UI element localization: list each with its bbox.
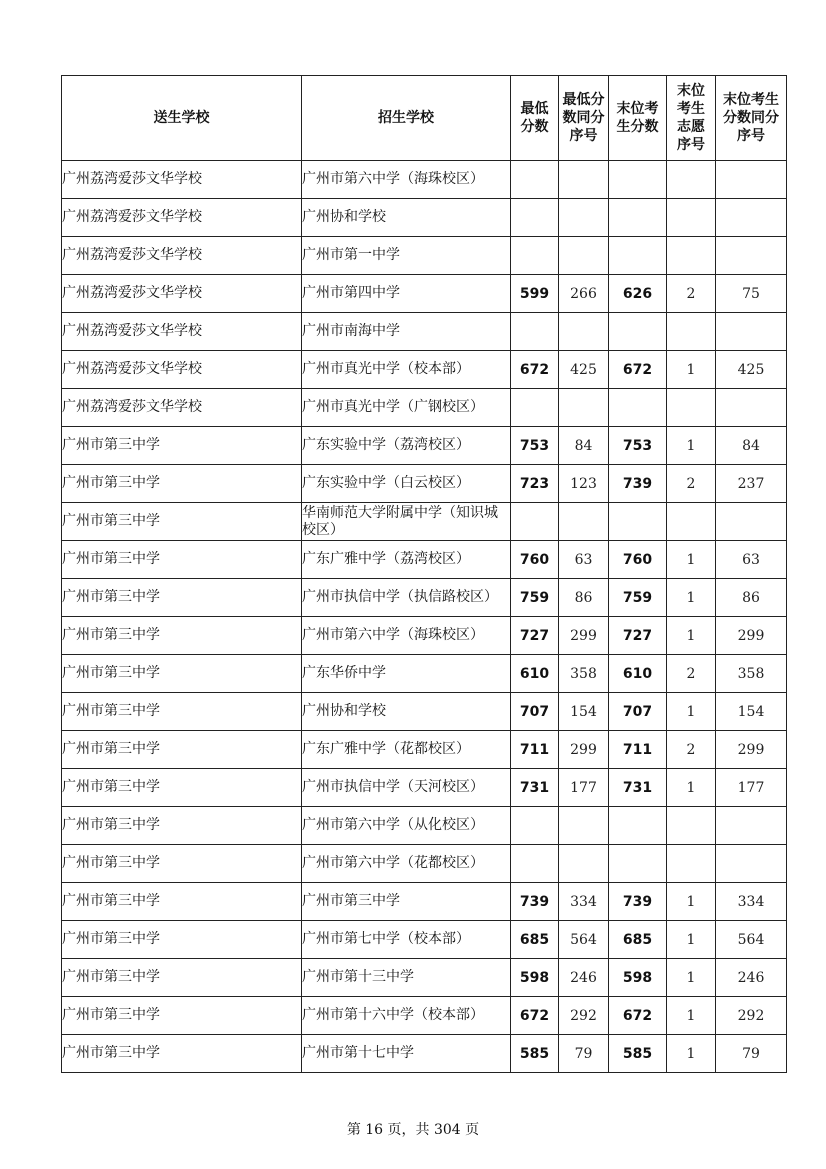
cell-last-score: 760 bbox=[609, 541, 667, 579]
cell-min-score-rank bbox=[559, 807, 609, 845]
cell-min-score: 610 bbox=[511, 655, 559, 693]
cell-last-score-rank: 86 bbox=[716, 579, 787, 617]
cell-last-score-rank bbox=[716, 161, 787, 199]
cell-min-score: 585 bbox=[511, 1035, 559, 1073]
cell-last-score-rank bbox=[716, 845, 787, 883]
cell-admitting-school: 广州市第十六中学（校本部） bbox=[302, 997, 511, 1035]
table-row bbox=[62, 541, 787, 579]
cell-sending-school: 广州荔湾爱莎文华学校 bbox=[62, 199, 302, 237]
cell-admitting-school: 广州市真光中学（广钢校区） bbox=[302, 389, 511, 427]
cell-last-choice-no: 1 bbox=[667, 769, 716, 807]
cell-last-choice-no: 2 bbox=[667, 275, 716, 313]
table-row bbox=[62, 883, 787, 921]
table-row bbox=[62, 655, 787, 693]
cell-min-score-rank: 79 bbox=[559, 1035, 609, 1073]
cell-last-score: 753 bbox=[609, 427, 667, 465]
cell-min-score bbox=[511, 237, 559, 275]
cell-admitting-school: 广东实验中学（荔湾校区） bbox=[302, 427, 511, 465]
cell-admitting-school: 广东实验中学（白云校区） bbox=[302, 465, 511, 503]
cell-sending-school: 广州市第三中学 bbox=[62, 883, 302, 921]
cell-min-score-rank: 84 bbox=[559, 427, 609, 465]
header-last-score-rank: 末位考生 分数同分 序号 bbox=[716, 76, 787, 161]
cell-last-score-rank: 75 bbox=[716, 275, 787, 313]
cell-last-score-rank: 177 bbox=[716, 769, 787, 807]
cell-sending-school: 广州荔湾爱莎文华学校 bbox=[62, 389, 302, 427]
cell-admitting-school: 广东广雅中学（荔湾校区） bbox=[302, 541, 511, 579]
cell-last-choice-no: 2 bbox=[667, 465, 716, 503]
cell-last-score-rank: 299 bbox=[716, 617, 787, 655]
cell-last-choice-no: 1 bbox=[667, 1035, 716, 1073]
cell-last-choice-no bbox=[667, 389, 716, 427]
cell-admitting-school: 广州市第十三中学 bbox=[302, 959, 511, 997]
cell-last-choice-no: 1 bbox=[667, 617, 716, 655]
cell-min-score-rank: 246 bbox=[559, 959, 609, 997]
cell-min-score-rank bbox=[559, 845, 609, 883]
cell-min-score-rank bbox=[559, 237, 609, 275]
cell-min-score bbox=[511, 503, 559, 541]
cell-last-choice-no: 1 bbox=[667, 351, 716, 389]
cell-sending-school: 广州市第三中学 bbox=[62, 997, 302, 1035]
table-row bbox=[62, 579, 787, 617]
cell-min-score-rank: 299 bbox=[559, 617, 609, 655]
cell-last-score: 711 bbox=[609, 731, 667, 769]
cell-min-score: 759 bbox=[511, 579, 559, 617]
header-sending-school: 送生学校 bbox=[62, 76, 302, 161]
cell-last-score bbox=[609, 503, 667, 541]
cell-last-score bbox=[609, 161, 667, 199]
cell-last-score: 626 bbox=[609, 275, 667, 313]
header-min-score-rank: 最低分 数同分 序号 bbox=[559, 76, 609, 161]
cell-last-score bbox=[609, 237, 667, 275]
cell-min-score-rank bbox=[559, 389, 609, 427]
cell-last-score bbox=[609, 389, 667, 427]
cell-sending-school: 广州荔湾爱莎文华学校 bbox=[62, 351, 302, 389]
cell-last-score: 672 bbox=[609, 351, 667, 389]
cell-last-score: 739 bbox=[609, 883, 667, 921]
cell-sending-school: 广州市第三中学 bbox=[62, 655, 302, 693]
cell-min-score-rank bbox=[559, 503, 609, 541]
cell-min-score bbox=[511, 845, 559, 883]
table-row bbox=[62, 465, 787, 503]
cell-admitting-school: 广州市第六中学（花都校区） bbox=[302, 845, 511, 883]
table-header-row bbox=[62, 76, 787, 161]
header-last-choice-no: 末位 考生 志愿 序号 bbox=[667, 76, 716, 161]
cell-last-choice-no bbox=[667, 199, 716, 237]
cell-min-score: 599 bbox=[511, 275, 559, 313]
cell-last-score: 739 bbox=[609, 465, 667, 503]
cell-min-score-rank: 292 bbox=[559, 997, 609, 1035]
cell-admitting-school: 华南师范大学附属中学（知识城校区） bbox=[302, 503, 511, 541]
cell-last-score bbox=[609, 313, 667, 351]
cell-last-score-rank: 237 bbox=[716, 465, 787, 503]
page-number: 第 16 页，共 304 页 bbox=[346, 1122, 480, 1138]
cell-min-score: 731 bbox=[511, 769, 559, 807]
cell-admitting-school: 广州协和学校 bbox=[302, 199, 511, 237]
cell-last-choice-no bbox=[667, 237, 716, 275]
cell-last-score: 759 bbox=[609, 579, 667, 617]
cell-min-score-rank: 154 bbox=[559, 693, 609, 731]
cell-admitting-school: 广东广雅中学（花都校区） bbox=[302, 731, 511, 769]
table-row bbox=[62, 313, 787, 351]
cell-last-choice-no: 1 bbox=[667, 541, 716, 579]
cell-sending-school: 广州荔湾爱莎文华学校 bbox=[62, 275, 302, 313]
cell-admitting-school: 广州市南海中学 bbox=[302, 313, 511, 351]
cell-sending-school: 广州市第三中学 bbox=[62, 959, 302, 997]
cell-admitting-school: 广州市第六中学（从化校区） bbox=[302, 807, 511, 845]
cell-admitting-school: 广州市真光中学（校本部） bbox=[302, 351, 511, 389]
cell-min-score: 672 bbox=[511, 997, 559, 1035]
cell-sending-school: 广州市第三中学 bbox=[62, 465, 302, 503]
cell-last-score-rank: 84 bbox=[716, 427, 787, 465]
admission-table bbox=[61, 75, 787, 1073]
cell-sending-school: 广州市第三中学 bbox=[62, 1035, 302, 1073]
cell-admitting-school: 广州市第一中学 bbox=[302, 237, 511, 275]
cell-last-score: 731 bbox=[609, 769, 667, 807]
cell-min-score-rank: 63 bbox=[559, 541, 609, 579]
table-row bbox=[62, 161, 787, 199]
cell-min-score-rank: 266 bbox=[559, 275, 609, 313]
cell-min-score bbox=[511, 807, 559, 845]
cell-admitting-school: 广东华侨中学 bbox=[302, 655, 511, 693]
header-last-score: 末位考 生分数 bbox=[609, 76, 667, 161]
cell-last-score-rank: 246 bbox=[716, 959, 787, 997]
cell-last-score-rank bbox=[716, 237, 787, 275]
table-row bbox=[62, 389, 787, 427]
table-row bbox=[62, 845, 787, 883]
cell-admitting-school: 广州市执信中学（执信路校区） bbox=[302, 579, 511, 617]
cell-last-score bbox=[609, 807, 667, 845]
cell-sending-school: 广州市第三中学 bbox=[62, 503, 302, 541]
cell-last-score: 707 bbox=[609, 693, 667, 731]
cell-sending-school: 广州市第三中学 bbox=[62, 731, 302, 769]
table-row bbox=[62, 693, 787, 731]
cell-min-score: 753 bbox=[511, 427, 559, 465]
cell-min-score-rank: 123 bbox=[559, 465, 609, 503]
cell-min-score: 672 bbox=[511, 351, 559, 389]
cell-admitting-school: 广州市第六中学（海珠校区） bbox=[302, 161, 511, 199]
cell-last-choice-no bbox=[667, 503, 716, 541]
table-row bbox=[62, 997, 787, 1035]
cell-last-score-rank: 564 bbox=[716, 921, 787, 959]
cell-last-choice-no: 2 bbox=[667, 655, 716, 693]
cell-last-choice-no: 1 bbox=[667, 579, 716, 617]
cell-admitting-school: 广州市执信中学（天河校区） bbox=[302, 769, 511, 807]
cell-min-score-rank: 334 bbox=[559, 883, 609, 921]
cell-last-score-rank: 79 bbox=[716, 1035, 787, 1073]
cell-last-choice-no: 1 bbox=[667, 959, 716, 997]
cell-last-score-rank bbox=[716, 199, 787, 237]
cell-min-score-rank bbox=[559, 161, 609, 199]
cell-min-score-rank: 564 bbox=[559, 921, 609, 959]
cell-last-choice-no bbox=[667, 313, 716, 351]
cell-last-score-rank: 358 bbox=[716, 655, 787, 693]
cell-sending-school: 广州市第三中学 bbox=[62, 693, 302, 731]
cell-last-score-rank bbox=[716, 807, 787, 845]
cell-last-score-rank: 425 bbox=[716, 351, 787, 389]
table-row bbox=[62, 275, 787, 313]
cell-sending-school: 广州荔湾爱莎文华学校 bbox=[62, 161, 302, 199]
cell-sending-school: 广州市第三中学 bbox=[62, 845, 302, 883]
cell-min-score: 723 bbox=[511, 465, 559, 503]
cell-sending-school: 广州市第三中学 bbox=[62, 541, 302, 579]
cell-last-score bbox=[609, 845, 667, 883]
cell-last-score: 610 bbox=[609, 655, 667, 693]
table-row bbox=[62, 807, 787, 845]
cell-admitting-school: 广州协和学校 bbox=[302, 693, 511, 731]
cell-sending-school: 广州荔湾爱莎文华学校 bbox=[62, 237, 302, 275]
cell-min-score-rank bbox=[559, 313, 609, 351]
header-min-score: 最低 分数 bbox=[511, 76, 559, 161]
cell-min-score bbox=[511, 389, 559, 427]
cell-last-score-rank: 299 bbox=[716, 731, 787, 769]
table-body bbox=[62, 161, 787, 1073]
cell-last-score-rank: 334 bbox=[716, 883, 787, 921]
cell-min-score: 711 bbox=[511, 731, 559, 769]
cell-min-score: 760 bbox=[511, 541, 559, 579]
cell-min-score: 739 bbox=[511, 883, 559, 921]
cell-admitting-school: 广州市第七中学（校本部） bbox=[302, 921, 511, 959]
cell-sending-school: 广州市第三中学 bbox=[62, 427, 302, 465]
cell-min-score bbox=[511, 313, 559, 351]
cell-last-score-rank: 63 bbox=[716, 541, 787, 579]
cell-last-choice-no: 1 bbox=[667, 997, 716, 1035]
cell-min-score bbox=[511, 199, 559, 237]
cell-last-score bbox=[609, 199, 667, 237]
cell-last-choice-no bbox=[667, 845, 716, 883]
table-row bbox=[62, 617, 787, 655]
cell-last-choice-no: 1 bbox=[667, 883, 716, 921]
cell-last-score-rank: 292 bbox=[716, 997, 787, 1035]
table-row bbox=[62, 351, 787, 389]
cell-sending-school: 广州荔湾爱莎文华学校 bbox=[62, 313, 302, 351]
cell-min-score: 727 bbox=[511, 617, 559, 655]
cell-last-score: 672 bbox=[609, 997, 667, 1035]
table-row bbox=[62, 731, 787, 769]
cell-last-choice-no: 1 bbox=[667, 693, 716, 731]
table-row bbox=[62, 199, 787, 237]
table-row bbox=[62, 503, 787, 541]
cell-min-score bbox=[511, 161, 559, 199]
table-row bbox=[62, 769, 787, 807]
cell-min-score: 685 bbox=[511, 921, 559, 959]
table-row bbox=[62, 921, 787, 959]
cell-admitting-school: 广州市第三中学 bbox=[302, 883, 511, 921]
cell-admitting-school: 广州市第四中学 bbox=[302, 275, 511, 313]
header-admitting-school: 招生学校 bbox=[302, 76, 511, 161]
cell-last-score: 585 bbox=[609, 1035, 667, 1073]
cell-last-score-rank: 154 bbox=[716, 693, 787, 731]
cell-last-choice-no: 1 bbox=[667, 427, 716, 465]
cell-last-choice-no: 2 bbox=[667, 731, 716, 769]
cell-admitting-school: 广州市第六中学（海珠校区） bbox=[302, 617, 511, 655]
cell-sending-school: 广州市第三中学 bbox=[62, 579, 302, 617]
cell-last-score: 598 bbox=[609, 959, 667, 997]
cell-last-choice-no: 1 bbox=[667, 921, 716, 959]
cell-last-score-rank bbox=[716, 503, 787, 541]
cell-admitting-school: 广州市第十七中学 bbox=[302, 1035, 511, 1073]
cell-last-choice-no bbox=[667, 807, 716, 845]
cell-last-score: 685 bbox=[609, 921, 667, 959]
cell-min-score: 598 bbox=[511, 959, 559, 997]
cell-min-score-rank: 425 bbox=[559, 351, 609, 389]
cell-min-score-rank bbox=[559, 199, 609, 237]
table-row bbox=[62, 959, 787, 997]
table-row bbox=[62, 1035, 787, 1073]
cell-sending-school: 广州市第三中学 bbox=[62, 769, 302, 807]
cell-last-choice-no bbox=[667, 161, 716, 199]
cell-last-score: 727 bbox=[609, 617, 667, 655]
cell-sending-school: 广州市第三中学 bbox=[62, 807, 302, 845]
cell-min-score-rank: 177 bbox=[559, 769, 609, 807]
cell-min-score-rank: 358 bbox=[559, 655, 609, 693]
table-row bbox=[62, 237, 787, 275]
cell-min-score: 707 bbox=[511, 693, 559, 731]
cell-last-score-rank bbox=[716, 313, 787, 351]
cell-sending-school: 广州市第三中学 bbox=[62, 617, 302, 655]
cell-sending-school: 广州市第三中学 bbox=[62, 921, 302, 959]
table-row bbox=[62, 427, 787, 465]
cell-min-score-rank: 86 bbox=[559, 579, 609, 617]
cell-min-score-rank: 299 bbox=[559, 731, 609, 769]
cell-last-score-rank bbox=[716, 389, 787, 427]
